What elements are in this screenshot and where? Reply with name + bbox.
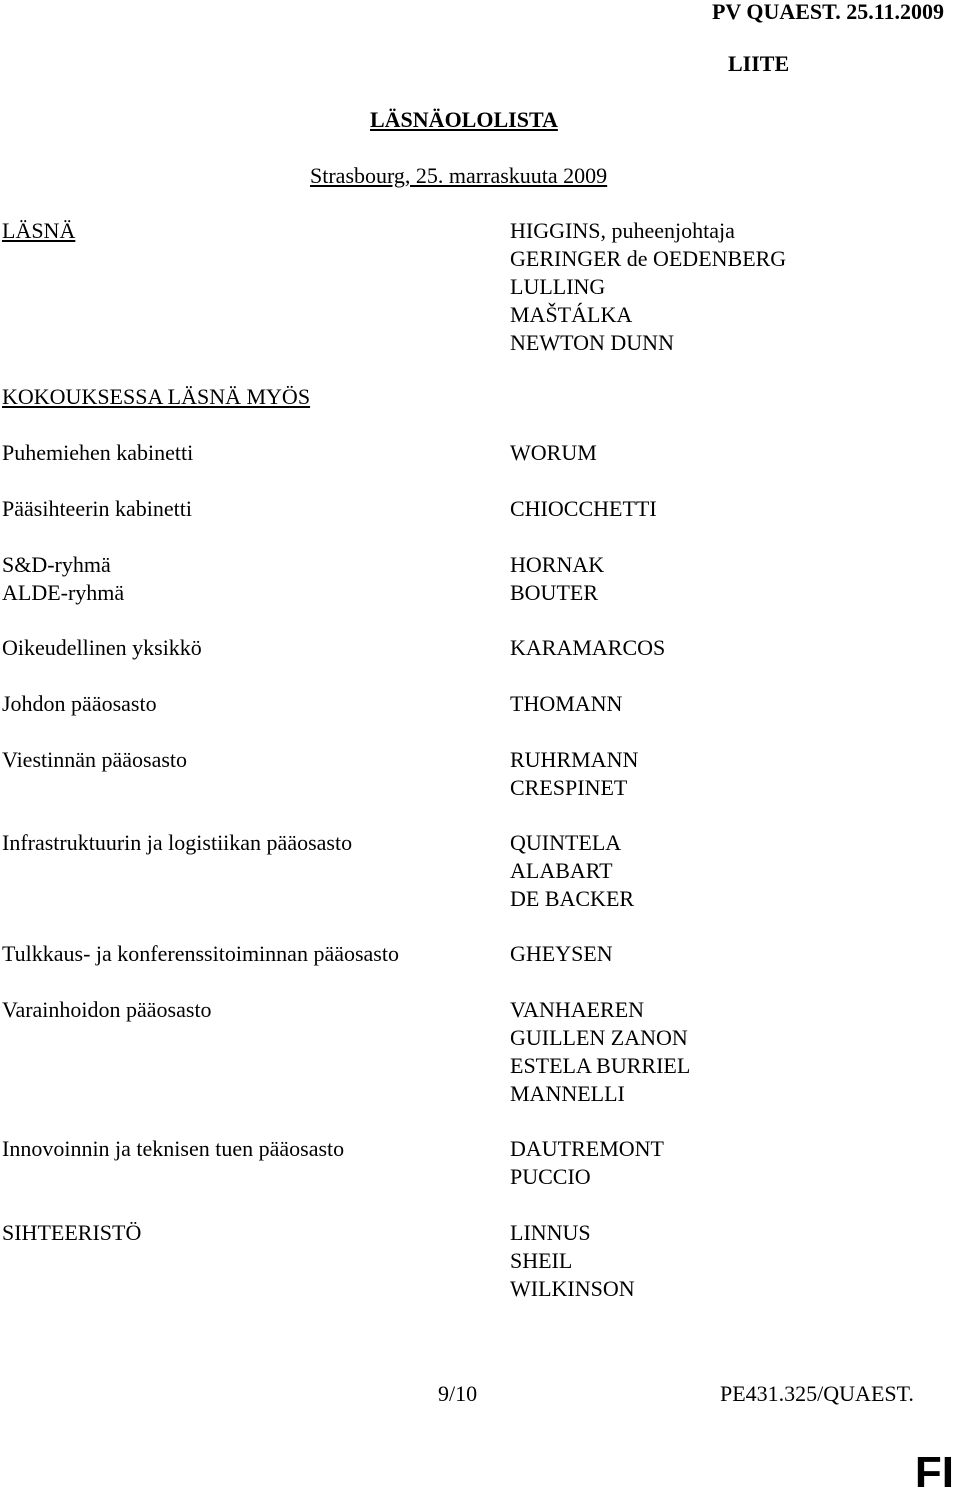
unit-label: Puhemiehen kabinetti xyxy=(2,440,194,465)
attendee-name: CHIOCCHETTI xyxy=(510,496,657,521)
page-title: LÄSNÄOLOLISTA xyxy=(370,107,558,132)
also-present-heading: KOKOUKSESSA LÄSNÄ MYÖS xyxy=(2,384,311,409)
document-number: PE431.325/QUAEST. xyxy=(720,1381,914,1406)
unit-label-list xyxy=(2,551,124,607)
attendee-list xyxy=(510,829,634,913)
attendee-name: RUHRMANN xyxy=(510,747,639,772)
attendee-list xyxy=(510,746,638,802)
attendee-name: QUINTELA xyxy=(510,830,622,855)
unit-label: Innovoinnin ja teknisen tuen pääosasto xyxy=(2,1136,345,1161)
page-number: 9/10 xyxy=(438,1381,478,1406)
attendee-name: GHEYSEN xyxy=(510,941,613,966)
attendee-name: SHEIL xyxy=(510,1248,573,1273)
present-name: LULLING xyxy=(510,274,606,299)
present-list xyxy=(510,217,786,357)
attendee-name: DE BACKER xyxy=(510,886,635,911)
place-date: Strasbourg, 25. marraskuuta 2009 xyxy=(310,163,608,188)
unit-label: Varainhoidon pääosasto xyxy=(2,997,212,1022)
present-name: MAŠTÁLKA xyxy=(510,302,633,327)
attendee-name: DAUTREMONT xyxy=(510,1136,664,1161)
attendee-name: GUILLEN ZANON xyxy=(510,1025,688,1050)
unit-label: Tulkkaus- ja konferenssitoiminnan pääosasto xyxy=(2,941,399,966)
unit-label: Viestinnän pääosasto xyxy=(2,747,188,772)
attendee-name: CRESPINET xyxy=(510,775,628,800)
attendee-name: HORNAK xyxy=(510,552,605,577)
attendee-name: WORUM xyxy=(510,440,597,465)
unit-label: ALDE-ryhmä xyxy=(2,580,125,605)
language-code: FI xyxy=(914,1448,954,1497)
attendee-list xyxy=(510,1219,635,1303)
present-heading: LÄSNÄ xyxy=(2,218,76,243)
attendee-name: MANNELLI xyxy=(510,1081,625,1106)
attendee-name: BOUTER xyxy=(510,580,598,605)
unit-label: SIHTEERISTÖ xyxy=(2,1220,142,1245)
attendee-name: PUCCIO xyxy=(510,1164,591,1189)
present-name: NEWTON DUNN xyxy=(510,330,674,355)
unit-label: Oikeudellinen yksikkö xyxy=(2,635,202,660)
present-name: HIGGINS, puheenjohtaja xyxy=(510,218,735,243)
attendee-name: WILKINSON xyxy=(510,1276,635,1301)
unit-label: Pääsihteerin kabinetti xyxy=(2,496,192,521)
annex-label: LIITE xyxy=(728,51,790,76)
attendee-name: ALABART xyxy=(510,858,613,883)
attendee-name: ESTELA BURRIEL xyxy=(510,1053,691,1078)
unit-label: Infrastruktuurin ja logistiikan pääosasto xyxy=(2,830,353,855)
attendee-list xyxy=(510,1135,664,1191)
attendee-name: KARAMARCOS xyxy=(510,635,666,660)
unit-label: S&D-ryhmä xyxy=(2,552,111,577)
doc-reference: PV QUAEST. 25.11.2009 xyxy=(711,0,944,24)
attendee-list xyxy=(510,996,690,1108)
attendee-name: VANHAEREN xyxy=(510,997,645,1022)
attendee-name: THOMANN xyxy=(510,691,623,716)
present-name: GERINGER de OEDENBERG xyxy=(510,246,787,271)
attendee-name: LINNUS xyxy=(510,1220,591,1245)
attendee-list xyxy=(510,551,604,607)
unit-label: Johdon pääosasto xyxy=(2,691,157,716)
